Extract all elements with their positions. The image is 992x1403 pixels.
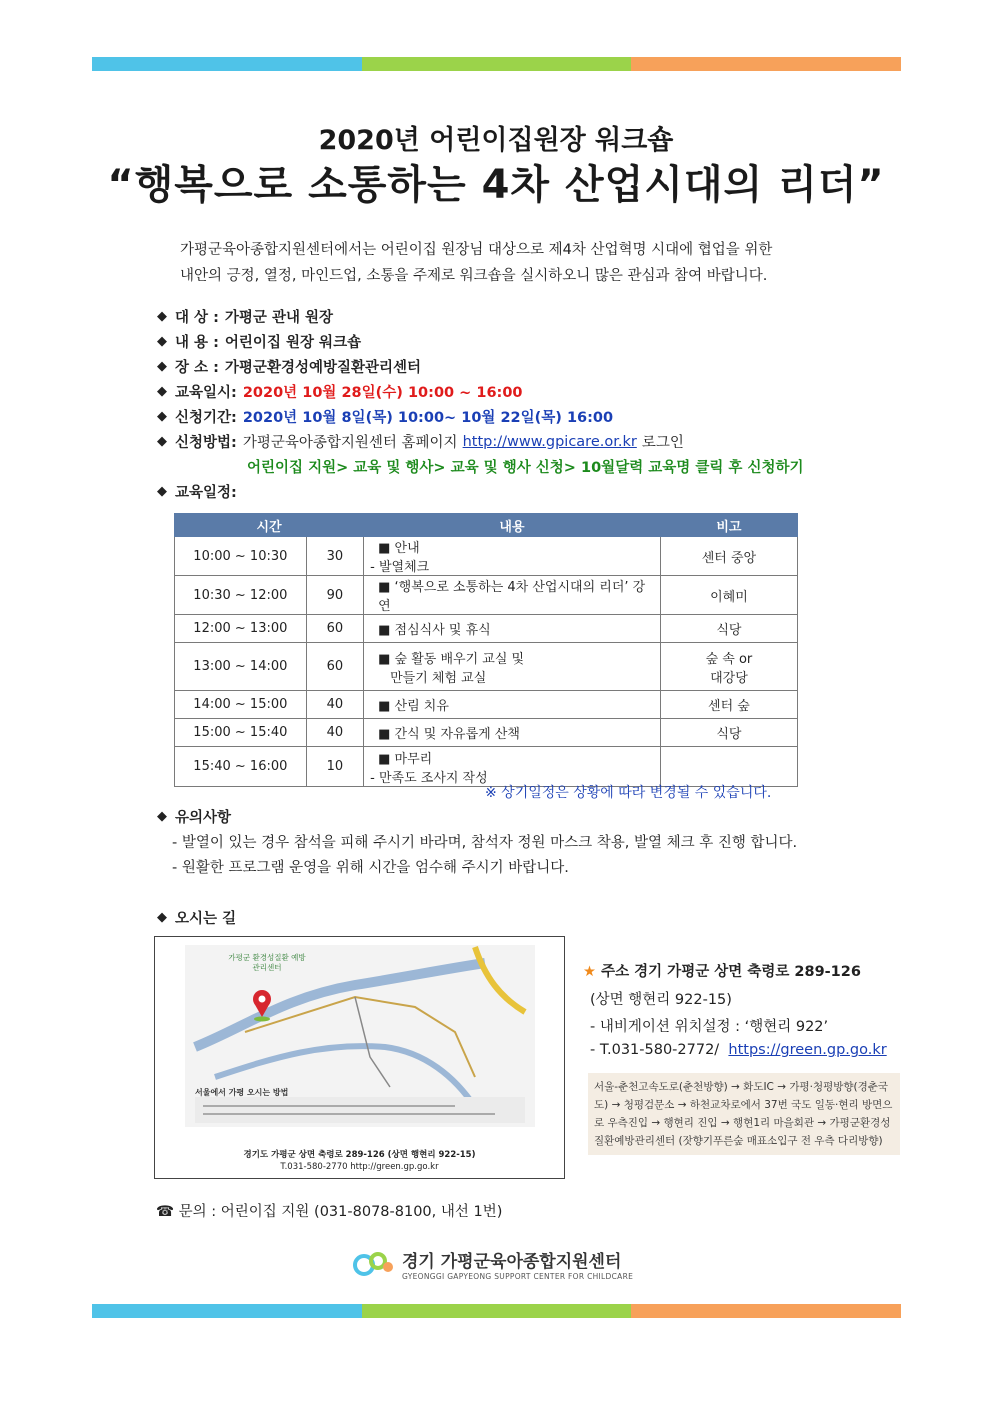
logo-english: GYEONGGI GAPYEONG SUPPORT CENTER FOR CHILDCARE — [402, 1272, 634, 1281]
center-logo — [352, 1247, 633, 1281]
info-method: ◆ 신청방법: 가평군육아종합지원센터 홈페이지 http://www.gpicare.or.kr 로그인 — [157, 433, 684, 451]
directions-title: ◆ 오시는 길 — [157, 910, 237, 927]
table-row: 10:30 ~ 12:00 90 ■ ‘행복으로 소통하는 4차 산업시대의 리더’ 강연 이혜미 — [175, 576, 798, 615]
info-place: ◆ 장 소 : 가평군환경성예방질환관리센터 — [157, 359, 422, 376]
diamond-icon: ◆ — [157, 359, 167, 374]
diamond-icon: ◆ — [157, 484, 167, 499]
location-map — [154, 936, 565, 1179]
route-description: 서울-춘천고속도로(춘천방향) → 화도IC → 가평·청평방향(경춘국도) → 청평검문소 → 하천교차로에서 37번 국도 일동·현리 방면으로 우측진입 → 행현리 진입 → 행현1리 마을회관 → 가평군환경성질환예방관리센터 (잣향기푸른숲 매표소입구 전 우측 다리방향) — [588, 1073, 900, 1155]
table-row: 15:40 ~ 16:00 10 ■ 마무리 - 만족도 조사지 작성 — [175, 747, 798, 787]
diamond-icon: ◆ — [157, 409, 167, 424]
address-contact: - T.031-580-2772/ https://green.gp.go.kr — [590, 1042, 887, 1058]
homepage-link[interactable]: http://www.gpicare.or.kr — [462, 433, 637, 450]
caution-title: ◆ 유의사항 — [157, 809, 232, 826]
table-row: 14:00 ~ 15:00 40 ■ 산림 치유 센터 숲 — [175, 691, 798, 719]
map-caption-contact: T.031-580-2770 http://green.gp.go.kr — [280, 1162, 439, 1172]
star-icon: ★ — [583, 964, 596, 980]
header-time: 시간 — [175, 514, 364, 537]
top-color-bar — [92, 57, 901, 71]
table-row: 15:00 ~ 15:40 40 ■ 간식 및 자유롭게 산책 식당 — [175, 719, 798, 747]
schedule-table — [174, 513, 798, 787]
contact-info: ☎ 문의 : 어린이집 지원 (031-8078-8100, 내선 1번) — [156, 1204, 503, 1220]
caution-line-1: - 발열이 있는 경우 참석을 피해 주시기 바라며, 참석자 정원 마스크 착용, 발열 체크 후 진행 합니다. — [172, 835, 798, 851]
table-row: 12:00 ~ 13:00 60 ■ 점심식사 및 휴식 식당 — [175, 615, 798, 643]
map-caption-address: 경기도 가평군 상면 축령로 289-126 (상면 행현리 922-15) — [243, 1150, 476, 1160]
logo-name: 경기 가평군육아종합지원센터 — [402, 1252, 622, 1272]
header-content: 내용 — [364, 514, 661, 537]
diamond-icon: ◆ — [157, 434, 167, 449]
address-navigation: - 내비게이션 위치설정 : ‘행현리 922’ — [590, 1019, 829, 1035]
diamond-icon: ◆ — [157, 309, 167, 324]
caution-line-2: - 원활한 프로그램 운영을 위해 시간을 엄수해 주시기 바랍니다. — [172, 860, 569, 876]
diamond-icon: ◆ — [157, 809, 167, 824]
info-target: ◆ 대 상 : 가평군 관내 원장 — [157, 309, 334, 326]
diamond-icon: ◆ — [157, 334, 167, 349]
diamond-icon: ◆ — [157, 910, 167, 925]
logo-mark-icon — [352, 1247, 396, 1281]
map-subtitle: 서울에서 가평 오시는 방법 — [195, 1088, 289, 1097]
address-title: ★ 주소 경기 가평군 상면 축령로 289-126 — [583, 964, 861, 980]
table-row: 13:00 ~ 14:00 60 ■ 숲 활동 배우기 교실 및 만들기 체험 교실 숲 속 or 대강당 — [175, 643, 798, 691]
green-site-link[interactable]: https://green.gp.go.kr — [728, 1042, 887, 1058]
page-subtitle: 2020년 어린이집원장 워크숍 — [318, 125, 674, 156]
page-title: “행복으로 소통하는 4차 산업시대의 리더” — [107, 162, 885, 208]
info-content: ◆ 내 용 : 어린이집 원장 워크숍 — [157, 334, 362, 351]
map-label: 가평군 환경성질환 예방관리센터 — [228, 953, 306, 972]
diamond-icon: ◆ — [157, 384, 167, 399]
bottom-color-bar — [92, 1304, 901, 1318]
info-date: ◆ 교육일시: 2020년 10월 28일(수) 10:00 ~ 16:00 — [157, 384, 523, 401]
map-illustration — [155, 937, 564, 1178]
info-period: ◆ 신청기간: 2020년 10월 8일(목) 10:00~ 10월 22일(목) 16:00 — [157, 409, 614, 426]
header-note: 비고 — [660, 514, 797, 537]
info-schedule-label: ◆ 교육일정: — [157, 484, 237, 501]
intro-paragraph: 가평군육아종합지원센터에서는 어린이집 원장님 대상으로 제4차 산업혁명 시대에 협업을 위한 내안의 긍정, 열정, 마인드업, 소통을 주제로 워크숍을 실시하오니 많은 관심과 참여 바랍니다. — [180, 242, 773, 284]
address-line-1: (상면 행현리 922-15) — [590, 992, 732, 1008]
table-row: 10:00 ~ 10:30 30 ■ 안내 - 발열체크 센터 중앙 — [175, 537, 798, 576]
schedule-footnote: ※ 상기일정은 상황에 따라 변경될 수 있습니다. — [485, 785, 772, 801]
info-method-path: 어린이집 지원> 교육 및 행사> 교육 및 행사 신청> 10월달력 교육명 클릭 후 신청하기 — [247, 460, 804, 476]
